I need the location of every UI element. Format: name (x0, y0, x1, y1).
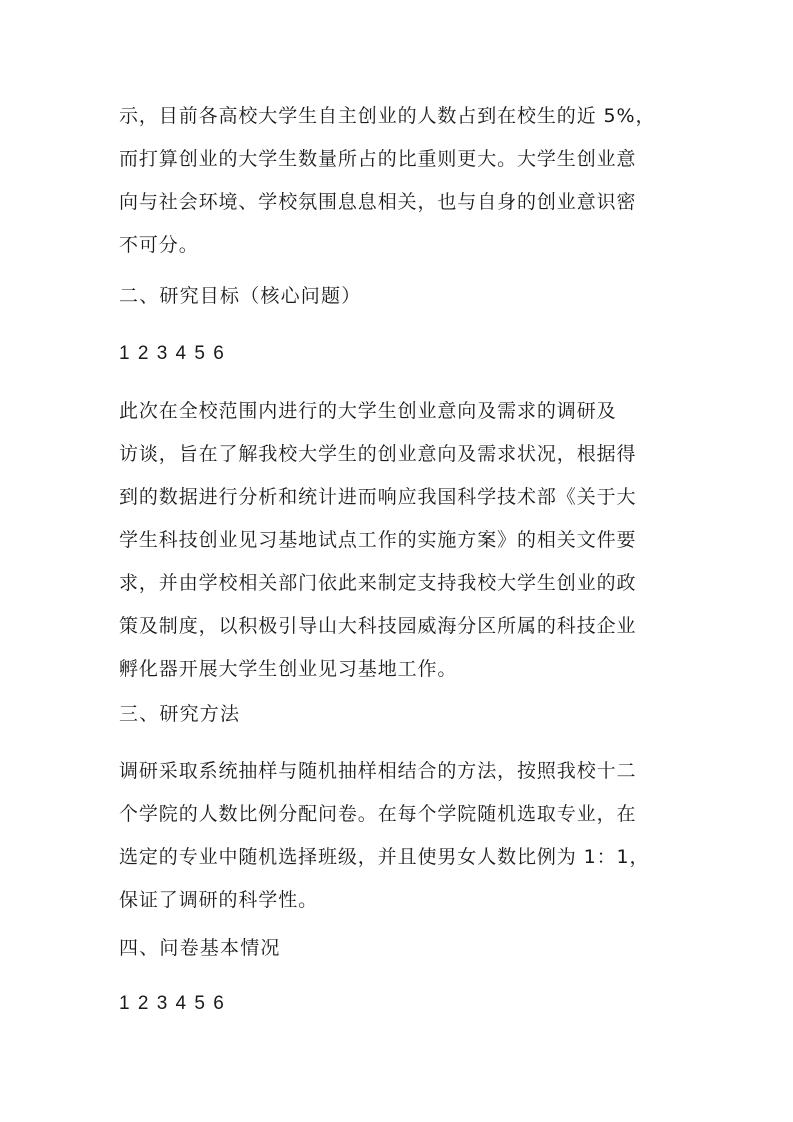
paragraph-line: 学生科技创业见习基地试点工作的实施方案》的相关文件要 (119, 529, 637, 551)
paragraph-line: 孵化器开展大学生创业见习基地工作。 (119, 658, 458, 680)
paragraph-line: 访谈，旨在了解我校大学生的创业意向及需求状况，根据得 (119, 443, 637, 465)
number-sequence (119, 988, 225, 1020)
paragraph-line: 示，目前各高校大学生自主创业的人数占到在校生的近 5%， (119, 105, 656, 127)
paragraph-line: 个学院的人数比例分配问卷。在每个学院随机选取专业，在 (119, 803, 637, 825)
research-methods-paragraph (119, 755, 649, 916)
section-heading-questionnaire (119, 932, 281, 964)
research-goals-paragraph (119, 395, 636, 685)
paragraph-line: 调研采取系统抽样与随机抽样相结合的方法，按照我校十二 (119, 760, 637, 782)
number-sequence (119, 338, 225, 370)
section-title: 四、问卷基本情况 (119, 937, 281, 959)
paragraph-line: 不可分。 (119, 234, 199, 256)
section-heading-research-goals (119, 280, 361, 312)
paragraph-line: 而打算创业的大学生数量所占的比重则更大。大学生创业意 (119, 148, 637, 170)
section-heading-research-methods (119, 698, 240, 730)
paragraph-line: 策及制度，以积极引导山大科技园威海分区所属的科技企业 (119, 615, 637, 637)
number-line: 1 2 3 4 5 6 (119, 343, 226, 364)
paragraph-line: 向与社会环境、学校氛围息息相关，也与自身的创业意识密 (119, 191, 637, 213)
paragraph-line: 到的数据进行分析和统计进而响应我国科学技术部《关于大 (119, 486, 637, 508)
section-title: 三、研究方法 (119, 703, 241, 725)
paragraph-line: 此次在全校范围内进行的大学生创业意向及需求的调研及 (119, 400, 617, 422)
intro-paragraph (119, 100, 655, 261)
section-title: 二、研究目标（核心问题） (119, 285, 362, 307)
paragraph-line: 求，并由学校相关部门依此来制定支持我校大学生创业的政 (119, 572, 637, 594)
number-line: 1 2 3 4 5 6 (119, 993, 226, 1014)
paragraph-line: 保证了调研的科学性。 (119, 889, 319, 911)
paragraph-line: 选定的专业中随机选择班级，并且使男女人数比例为 1：1， (119, 846, 650, 868)
